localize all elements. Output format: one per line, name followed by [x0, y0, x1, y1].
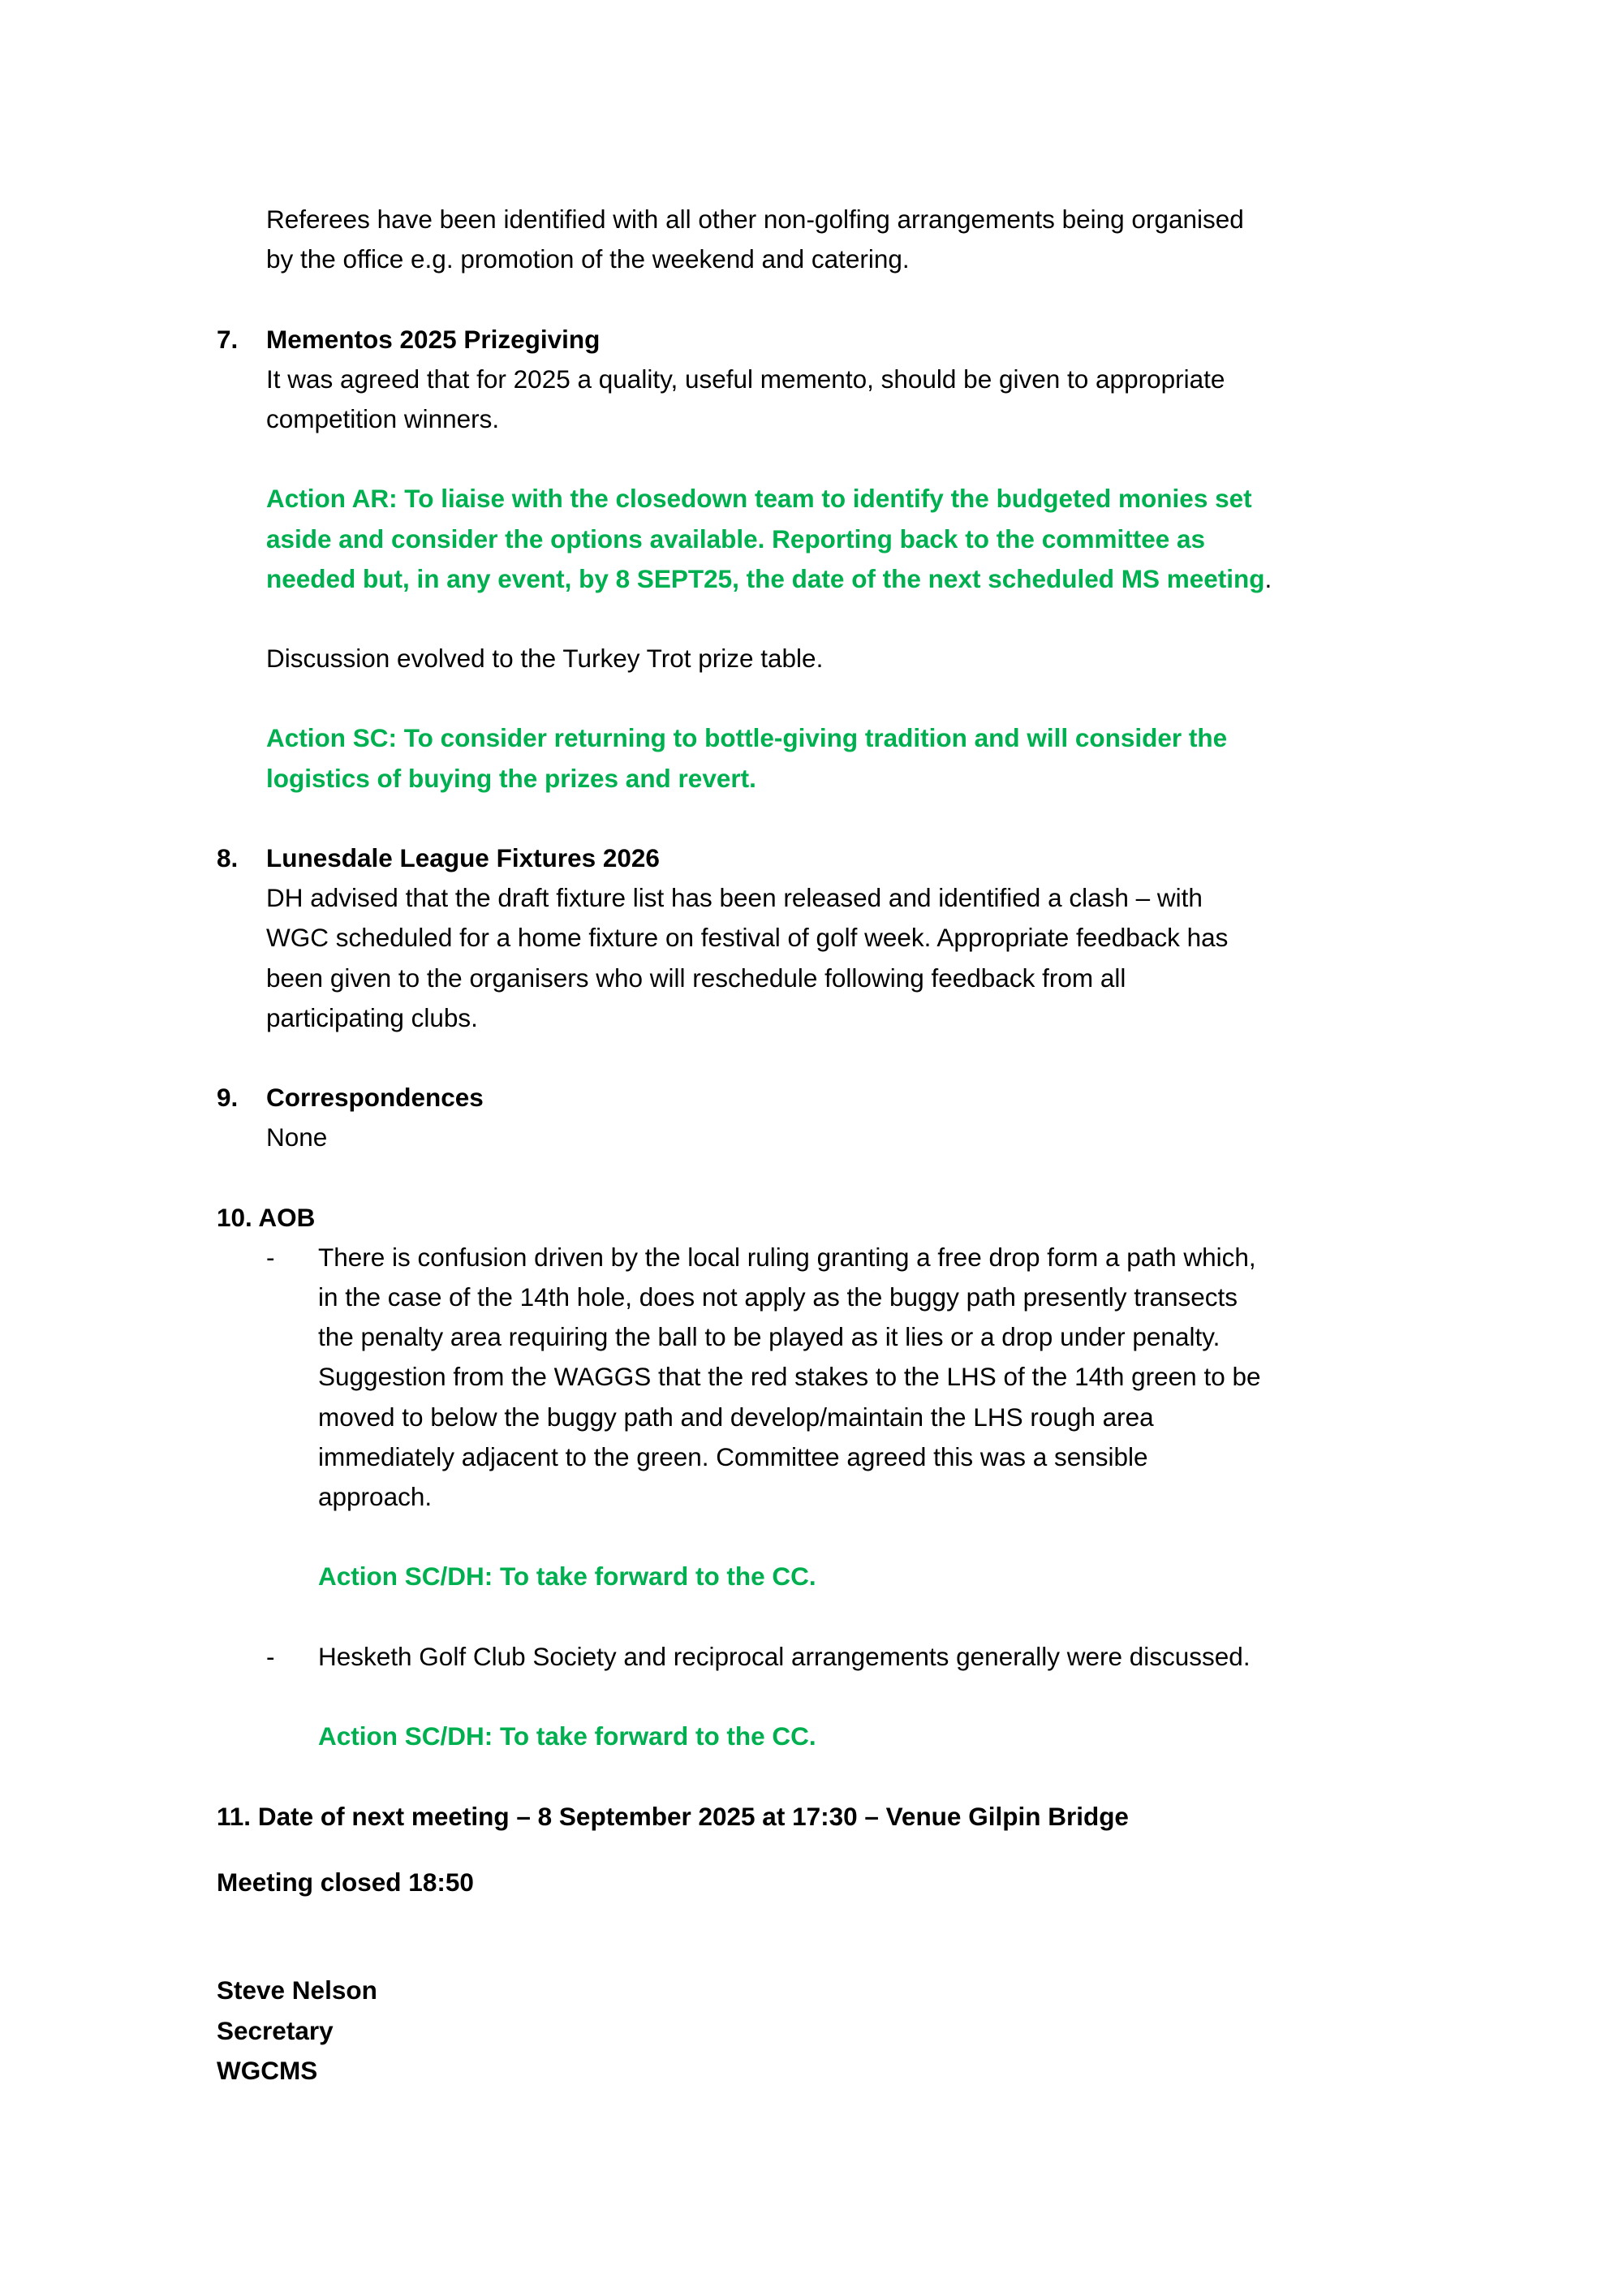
section-body-line: WGC scheduled for a home fixture on festival of golf week. Appropriate feedback has — [266, 923, 1229, 953]
section-number: 8. — [217, 843, 239, 872]
section-number: 7. — [217, 324, 239, 354]
trailing-period: . — [1264, 563, 1272, 593]
section-9 — [217, 1078, 1450, 1157]
section-body-line: been given to the organisers who will reschedule following feedback from all — [266, 963, 1126, 993]
spacer — [217, 1517, 1450, 1557]
aob-bullet — [217, 1238, 1450, 1597]
section-title: Lunesdale League Fixtures 2026 — [266, 843, 660, 872]
bullet-line: immediately adjacent to the green. Committee agreed this was a sensible — [318, 1441, 1148, 1471]
bullet-line: approach. — [318, 1482, 433, 1511]
bullet-text: There is confusion driven by the local ruling granting a free drop form a path which, — [318, 1242, 1256, 1272]
section-heading — [217, 1078, 1450, 1118]
section-11 — [217, 1797, 1450, 1837]
section-title: Correspondences — [266, 1083, 484, 1113]
signature-organisation: WGCMS — [217, 2055, 318, 2085]
bullet-line: the penalty area requiring the ball to be played as it lies or a drop under penalty. — [318, 1322, 1220, 1352]
action-line — [217, 559, 1450, 599]
action-line-text: needed but, in any event, by 8 SEPT25, the date of the next scheduled MS meeting — [266, 563, 1265, 593]
section-number: 10. — [217, 1202, 252, 1232]
action-line: aside and consider the options available. Reporting back to the committee as — [266, 523, 1206, 554]
action-line: Action SC: To consider returning to bottle-giving tradition and will consider the — [266, 723, 1228, 753]
spacer — [217, 439, 1450, 479]
section-body-line: DH advised that the draft fixture list has been released and identified a clash – with — [266, 883, 1203, 913]
section-title: Date of next meeting – 8 September 2025 at 17:30 – Venue Gilpin Bridge — [257, 1801, 1129, 1831]
section-number: 9. — [217, 1083, 239, 1113]
spacer — [217, 678, 1450, 718]
bullet-line — [217, 1637, 1450, 1677]
section-8 — [217, 838, 1450, 1038]
spacer — [217, 1903, 1450, 1971]
spacer — [217, 599, 1450, 639]
section-body-line: competition winners. — [266, 403, 500, 433]
action-line: Action SC/DH: To take forward to the CC. — [318, 1562, 816, 1592]
section-body-line: It was agreed that for 2025 a quality, useful memento, should be given to appropriate — [266, 364, 1225, 394]
section-body-line: participating clubs. — [266, 1002, 478, 1032]
action-line: Action SC/DH: To take forward to the CC. — [318, 1721, 816, 1751]
bullet-line: moved to below the buggy path and develop/maintain the LHS rough area — [318, 1402, 1154, 1432]
intro-line: by the office e.g. promotion of the weekend and catering. — [266, 244, 910, 274]
spacer — [217, 1597, 1450, 1637]
action-line: logistics of buying the prizes and revert. — [266, 763, 756, 793]
signature-block — [217, 1971, 1450, 2091]
section-heading — [217, 1198, 1450, 1238]
action-line: Action AR: To liaise with the closedown team to identify the budgeted monies set — [266, 484, 1252, 514]
signature-role: Secretary — [217, 2015, 334, 2045]
bullet-line: Suggestion from the WAGGS that the red stakes to the LHS of the 14th green to be — [318, 1362, 1261, 1392]
bullet-text: Hesketh Golf Club Society and reciprocal arrangements generally were discussed. — [318, 1641, 1251, 1671]
section-7 — [217, 320, 1450, 799]
spacer — [217, 1756, 1450, 1796]
section-heading — [217, 838, 1450, 878]
action-item-sc — [217, 718, 1450, 798]
section-title: Mementos 2025 Prizegiving — [266, 324, 601, 354]
section-10 — [217, 1198, 1450, 1757]
intro-paragraph — [217, 200, 1450, 279]
section-body-line: None — [266, 1122, 328, 1152]
spacer — [217, 799, 1450, 838]
action-item-ar — [217, 479, 1450, 599]
spacer — [217, 1837, 1450, 1863]
dash-bullet-icon: - — [266, 1641, 275, 1671]
bullet-line: in the case of the 14th hole, does not apply as the buggy path presently transects — [318, 1282, 1238, 1312]
intro-line: Referees have been identified with all other non-golfing arrangements being organised — [266, 205, 1244, 234]
dash-bullet-icon: - — [266, 1242, 275, 1272]
spacer — [217, 1038, 1450, 1078]
section-heading — [217, 320, 1450, 360]
spacer — [217, 1158, 1450, 1198]
section-number: 11. — [217, 1801, 252, 1831]
aob-bullet — [217, 1637, 1450, 1757]
discussion-line: Discussion evolved to the Turkey Trot prize table. — [266, 644, 824, 674]
meeting-closed: Meeting closed 18:50 — [217, 1867, 474, 1898]
section-heading — [217, 1797, 1450, 1837]
section-title: AOB — [258, 1202, 316, 1232]
spacer — [217, 279, 1450, 319]
signature-name: Steve Nelson — [217, 1975, 377, 2005]
spacer — [217, 1677, 1450, 1717]
minutes-document — [217, 200, 1450, 2091]
bullet-line — [217, 1238, 1450, 1277]
